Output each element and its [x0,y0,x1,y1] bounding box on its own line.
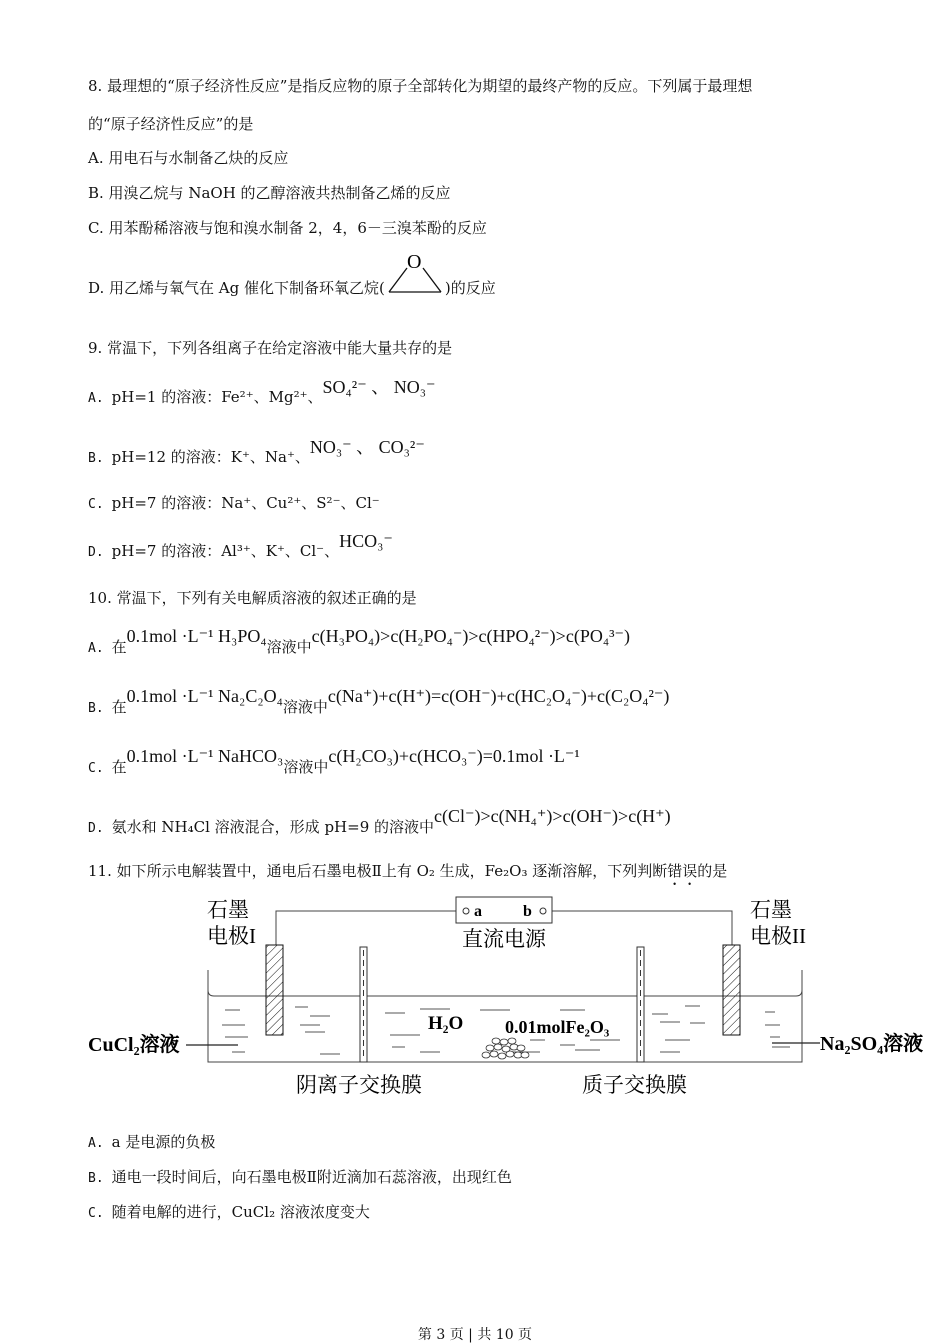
q8-option-d-pre: D. 用乙烯与氧气在 Ag 催化下制备环氧乙烷( [88,279,385,297]
graphite-electrode-1 [266,945,283,1035]
electrode2-label-b: 电极II [750,924,806,948]
q8-option-c: C. 用苯酚稀溶液与饱和溴水制备 2，4，6－三溴苯酚的反应 [88,219,487,237]
electrode1-label-b: 电极I [207,924,256,948]
electrode1-label-a: 石墨 [207,898,249,922]
q8-option-d [88,251,496,298]
q10-stem: 10. 常温下，下列有关电解质溶液的叙述正确的是 [88,589,417,607]
fe2o3-particles [482,1038,529,1059]
graphite-electrode-2 [723,945,740,1035]
q10-option-a: A. 在0.1mol ·L⁻¹ H₃PO₄溶液中c(H₃PO₄)>c(H₂PO₄⁻)>c(HPO₄²⁻)>c(PO₄³⁻) [88,626,630,656]
fe2o3-label: 0.01molFe₂O₃ [505,1017,610,1037]
q10-option-d: D. 氨水和 NH₄Cl 溶液混合，形成 pH=9 的溶液中c(Cl⁻)>c(NH₄⁺)>c(OH⁻)>c(H⁺) [88,806,671,836]
q8-option-b: B. 用溴乙烷与 NaOH 的乙醇溶液共热制备乙烯的反应 [88,184,451,202]
q10-option-c: C. 在0.1mol ·L⁻¹ NaHCO₃溶液中c(H₂CO₃)+c(HCO₃⁻)=0.1mol ·L⁻¹ [88,746,580,776]
water-surface [208,990,802,996]
q8-option-d-post: )的反应 [444,279,496,297]
power-supply-label: 直流电源 [462,927,546,951]
anion-membrane-label: 阴离子交换膜 [296,1073,422,1097]
epoxide-oxygen: O [406,251,422,273]
q9-option-d: D. pH=7 的溶液：Al³⁺、K⁺、Cl⁻、HCO₃⁻ [88,531,393,560]
wire-left [276,911,456,945]
cucl2-solution-label: CuCl₂溶液 [88,1034,180,1056]
q9-option-b: B. pH=12 的溶液：K⁺、Na⁺、NO₃⁻ 、 CO₃²⁻ [88,437,425,466]
q9-option-c: C. pH=7 的溶液：Na⁺、Cu²⁺、S²⁻、Cl⁻ [88,494,380,512]
page-footer: 第 3 页 | 共 10 页 [417,1327,533,1343]
epoxide-ring-icon [383,248,447,298]
terminal-b-label: b [523,903,532,920]
q10-option-b: B. 在0.1mol ·L⁻¹ Na₂C₂O₄溶液中c(Na⁺)+c(H⁺)=c(OH⁻)+c(HC₂O₄⁻)+c(C₂O₄²⁻) [88,686,670,716]
water-label: H₂O [428,1013,464,1034]
q11-option-b: B. 通电一段时间后，向石墨电极Ⅱ附近滴加石蕊溶液，出现红色 [88,1168,512,1186]
wire-right [552,911,732,945]
q8-option-a: A. 用电石与水制备乙炔的反应 [88,149,289,167]
proton-membrane-label: 质子交换膜 [582,1073,687,1097]
terminal-a-label: a [474,903,482,920]
q9-option-a: A. pH=1 的溶液：Fe²⁺、Mg²⁺、SO₄²⁻ 、 NO₃⁻ [88,377,436,406]
epoxide-structure [385,251,445,298]
electrolysis-diagram [0,880,950,1105]
q9-stem: 9. 常温下，下列各组离子在给定溶液中能大量共存的是 [88,339,453,357]
q11-stem: 11. 如下所示电解装置中，通电后石墨电极Ⅱ上有 O₂ 生成，Fe₂O₃ 逐渐溶解，下列判断错误的是 [88,862,728,880]
q11-option-c: C. 随着电解的进行，CuCl₂ 溶液浓度变大 [88,1203,370,1221]
q8-stem-line1: 8. 最理想的“原子经济性反应”是指反应物的原子全部转化为期望的最终产物的反应。下列属于最理想 [88,77,753,95]
q11-option-a: A. a 是电源的负极 [88,1133,216,1151]
power-supply-box [456,897,552,923]
q8-stem-line2: 的“原子经济性反应”的是 [88,115,254,133]
electrode2-label-a: 石墨 [750,898,792,922]
na2so4-solution-label: Na₂SO₄溶液 [820,1033,924,1055]
